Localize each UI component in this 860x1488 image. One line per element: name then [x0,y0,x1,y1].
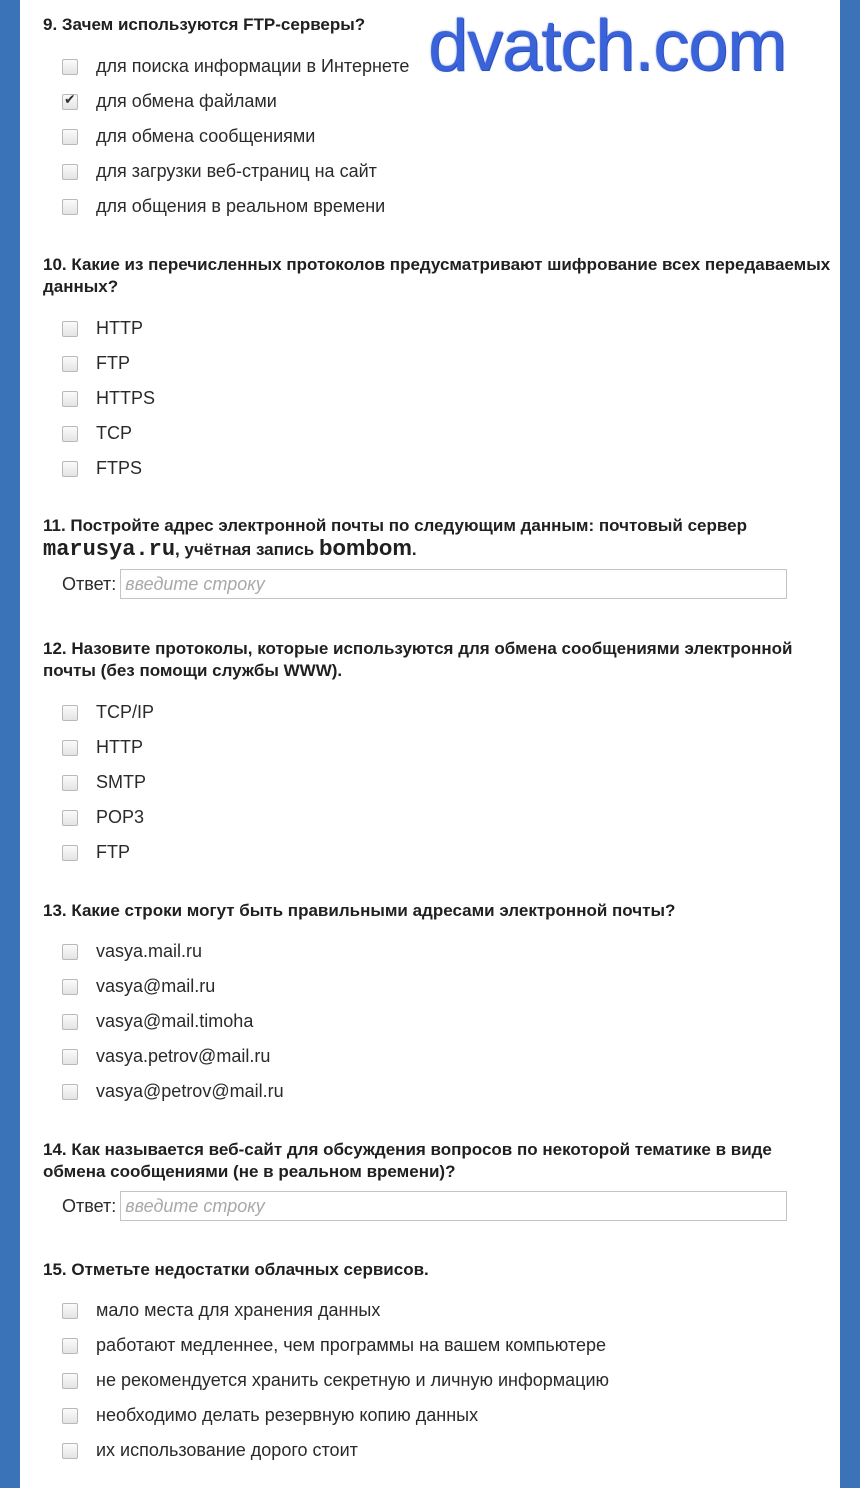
checkbox[interactable] [62,740,78,756]
option-label: vasya@mail.ru [96,976,216,996]
options-list [62,1293,833,1468]
checkbox[interactable] [62,356,78,372]
answer-input[interactable] [120,1191,787,1221]
option[interactable] [62,835,833,870]
option[interactable] [62,311,833,346]
option[interactable] [62,1328,833,1363]
question-title-part: 11. Постройте адрес электронной почты по следующим данным: почтовый сервер [43,516,747,535]
option[interactable] [62,451,833,486]
option[interactable] [62,695,833,730]
option-label: для обмена сообщениями [96,126,316,146]
option[interactable] [62,1293,833,1328]
option[interactable] [62,1433,833,1468]
question-10 [43,254,833,486]
option[interactable] [62,765,833,800]
option-label: FTP [96,353,130,373]
option-label: для обмена файлами [96,91,277,111]
option-label: мало места для хранения данных [96,1300,381,1320]
option[interactable] [62,730,833,765]
checkbox[interactable] [62,1303,78,1319]
option-label: HTTP [96,737,143,757]
option[interactable] [62,1363,833,1398]
option[interactable] [62,1004,833,1039]
checkbox[interactable] [62,164,78,180]
question-title: 10. Какие из перечисленных протоколов предусматривают шифрование всех передаваемых данных? [43,255,831,296]
option[interactable] [62,1398,833,1433]
option-label: vasya.mail.ru [96,941,203,961]
checkbox[interactable] [62,321,78,337]
code-server: marusya.ru [43,537,176,562]
answer-input[interactable] [120,569,787,599]
checkbox[interactable] [62,129,78,145]
option-label: для общения в реальном времени [96,196,386,216]
checkbox[interactable] [62,59,78,75]
option-label: TCP [96,423,132,443]
question-title: 13. Какие строки могут быть правильными адресами электронной почты? [43,901,676,920]
option[interactable] [62,800,833,835]
checkbox[interactable] [62,1084,78,1100]
checkbox-checked[interactable] [62,94,78,110]
checkbox[interactable] [62,1014,78,1030]
checkbox[interactable] [62,845,78,861]
question-title: 9. Зачем используются FTP-серверы? [43,15,366,34]
option[interactable] [62,119,833,154]
option[interactable] [62,416,833,451]
option-label: их использование дорого стоит [96,1440,358,1460]
option-label: FTPS [96,458,143,478]
option[interactable] [62,1039,833,1074]
code-account: bombom [319,535,412,560]
checkbox[interactable] [62,426,78,442]
option-label: vasya.petrov@mail.ru [96,1046,271,1066]
checkbox[interactable] [62,810,78,826]
answer-row [62,569,833,599]
watermark: dvatch.com [428,6,787,86]
question-15 [43,1259,833,1468]
option-label: необходимо делать резервную копию данных [96,1405,479,1425]
checkbox[interactable] [62,391,78,407]
question-title: 14. Как называется веб-сайт для обсуждения вопросов по некоторой тематике в виде обмена сообщениями (не в реальном времени)? [43,1140,772,1181]
answer-label: Ответ: [62,1195,117,1216]
checkbox[interactable] [62,1443,78,1459]
option-label: работают медленнее, чем программы на вашем компьютере [96,1335,606,1355]
question-12 [43,638,833,870]
option-label: для поиска информации в Интернете [96,56,410,76]
option-label: SMTP [96,772,147,792]
checkbox[interactable] [62,461,78,477]
checkbox[interactable] [62,775,78,791]
question-title: 12. Назовите протоколы, которые используются для обмена сообщениями электронной почты (без помощи службы WWW). [43,639,793,680]
question-13 [43,900,833,1109]
option-label: HTTPS [96,388,156,408]
checkbox[interactable] [62,944,78,960]
option-label: vasya@petrov@mail.ru [96,1081,284,1101]
option[interactable] [62,189,833,224]
question-14 [43,1139,833,1221]
question-title [43,515,833,561]
question-title: 15. Отметьте недостатки облачных сервисов. [43,1260,429,1279]
question-title-part: . [411,540,417,559]
checkbox[interactable] [62,1338,78,1354]
option-label: для загрузки веб-страниц на сайт [96,161,377,181]
checkbox[interactable] [62,1373,78,1389]
checkbox[interactable] [62,1049,78,1065]
option[interactable] [62,934,833,969]
option-label: HTTP [96,318,143,338]
checkbox[interactable] [62,705,78,721]
answer-row [62,1191,833,1221]
checkbox[interactable] [62,199,78,215]
option-label: FTP [96,842,130,862]
option-label: POP3 [96,807,145,827]
options-list [62,311,833,486]
options-list [62,695,833,870]
checkbox[interactable] [62,979,78,995]
question-title-part: , учётная запись [175,540,315,559]
option-label: не рекомендуется хранить секретную и личную информацию [96,1370,610,1390]
option-label: TCP/IP [96,702,155,722]
answer-label: Ответ: [62,573,117,594]
option[interactable] [62,346,833,381]
options-list [62,934,833,1109]
option[interactable] [62,381,833,416]
checkbox[interactable] [62,1408,78,1424]
option[interactable] [62,154,833,189]
option-label: vasya@mail.timoha [96,1011,254,1031]
option[interactable] [62,969,833,1004]
question-11 [43,515,833,599]
option[interactable] [62,1074,833,1109]
